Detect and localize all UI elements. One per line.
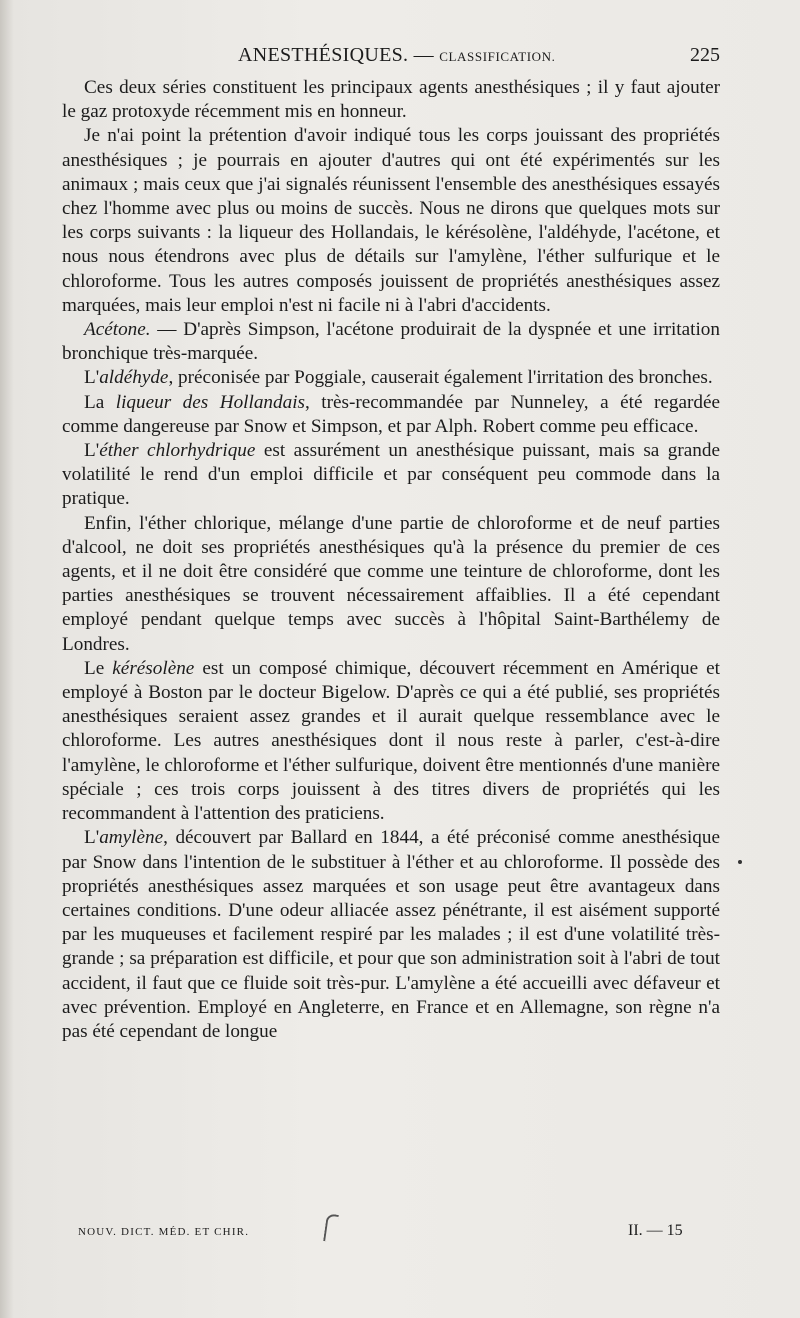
pre-liqueur: La <box>84 391 116 413</box>
footer-sheet-number: II. — 15 <box>628 1222 683 1239</box>
paragraph-keresolene <box>62 657 720 826</box>
paragraph-liqueur <box>62 391 720 439</box>
term-liqueur: liqueur des Hollandais <box>115 391 305 413</box>
text-keresolene: est un composé chimique, découvert récemment en Amérique et employé à Boston par le docteur Bigelow. D'après ce qui a été publié, ses propriétés anesthésiques seraient assez grandes et il aurait quelque ressemblance avec le chloroforme. Les autres anesthésiques dont il nous reste à parler, c'est-à-dire l'amylène, le chloroforme et l'éther sulfurique, doivent être mentionnés d'une manière spéciale ; ces trois corps jouissent à des titres divers de propriétés qui les recommandent à l'attention des praticiens. <box>62 657 720 825</box>
text-ether: est assurément un anesthésique puissant, mais sa grande volatilité le rend d'un emploi difficile et par conséquent peu commode dans la pratique. <box>62 440 720 510</box>
paragraph-intro: Ces deux séries constituent les principaux agents anesthésiques ; il y faut ajouter le gaz protoxyde récemment mis en honneur. <box>62 77 720 123</box>
running-header <box>62 44 720 72</box>
page-number: 225 <box>690 44 720 66</box>
paragraph-amylene <box>62 826 720 1044</box>
term-acetone: Acétone. <box>84 319 151 341</box>
text-aldehyde: , préconisée par Poggiale, causerait également l'irritation des bronches. <box>168 367 713 389</box>
text-acetone: — D'après Simpson, l'acétone produirait de la dyspnée et une irritation bronchique très-marquée. <box>62 319 720 365</box>
paragraph-acetone <box>62 318 720 366</box>
header-title-main: ANESTHÉSIQUES. — <box>238 44 434 66</box>
term-ether: éther chlorhydrique <box>99 440 256 462</box>
page-footer <box>62 1222 720 1246</box>
margin-dot <box>738 860 742 864</box>
paragraph-enfin: Enfin, l'éther chlorique, mélange d'une partie de chloroforme et de neuf parties d'alcool, ne doit ses propriétés anesthésiques qu'à la présence du premier de ces agents, et il ne doit être considéré que comme une teinture de chloroforme, dont les parties anesthésiques se trouvent nécessairement affaiblies. Il a été cependant employé pendant quelque temps avec succès à l'hôpital Saint-Barthélemy de Londres. <box>62 512 720 655</box>
header-title <box>238 44 556 67</box>
paragraph-list: Je n'ai point la prétention d'avoir indiqué tous les corps jouissant des propriétés anesthésiques ; je pourrais en ajouter d'autres qui ont été expérimentés sur les animaux ; mais ceux que j'ai signalés réunissent l'ensemble des anesthésiques essayés chez l'homme avec plus ou moins de succès. Nous ne dirons que quelques mots sur les corps suivants : la liqueur des Hollandais, le kérésolène, l'aldéhyde, l'acétone, et nous nous étendrons avec plus de détails sur l'amylène, l'éther sulfurique et le chloroforme. Tous les autres composés jouissent de propriétés anesthésiques assez marquées, mais leur emploi n'est ni facile ni à l'abri d'accidents. <box>62 125 720 316</box>
text-liqueur: , très-recommandée par Nunneley, a été regardée comme dangereuse par Snow et Simpson, et par Alph. Robert comme peu efficace. <box>62 391 720 437</box>
term-keresolene: kérésolène <box>112 657 195 679</box>
pre-amylene: L' <box>84 827 100 849</box>
paragraph-aldehyde <box>62 366 720 390</box>
text-amylene: , découvert par Ballard en 1844, a été préconisé comme anesthésique par Snow dans l'intention de le substituer à l'éther et au chloroforme. Il possède des propriétés anesthésiques assez marquées et son usage peut être avantageux dans certaines conditions. D'une odeur alliacée assez pénétrante, il est aisément supporté par les muqueuses et facilement respiré par les malades ; il est d'une volatilité très-grande ; sa préparation est difficile, et pour que son administration soit à l'abri de tout accident, il faut que ce fluide soit très-pur. L'amylène a été accueilli avec défaveur et avec prévention. Employé en Angleterre, en France et en Allemagne, son règne n'a pas été cependant de longue <box>62 827 720 1042</box>
term-aldehyde: aldéhyde <box>99 367 169 389</box>
pre-aldehyde: L' <box>84 367 100 389</box>
page-body <box>62 76 720 1044</box>
header-subtitle: CLASSIFICATION. <box>439 49 556 64</box>
pre-keresolene: Le <box>84 657 113 679</box>
pre-ether: L' <box>84 440 100 462</box>
footer-signature: NOUV. DICT. MÉD. ET CHIR. <box>78 1226 250 1238</box>
paragraph-ether-chlorhydrique <box>62 439 720 512</box>
page-spine-shadow <box>0 0 14 1318</box>
term-amylene: amylène <box>99 827 164 849</box>
